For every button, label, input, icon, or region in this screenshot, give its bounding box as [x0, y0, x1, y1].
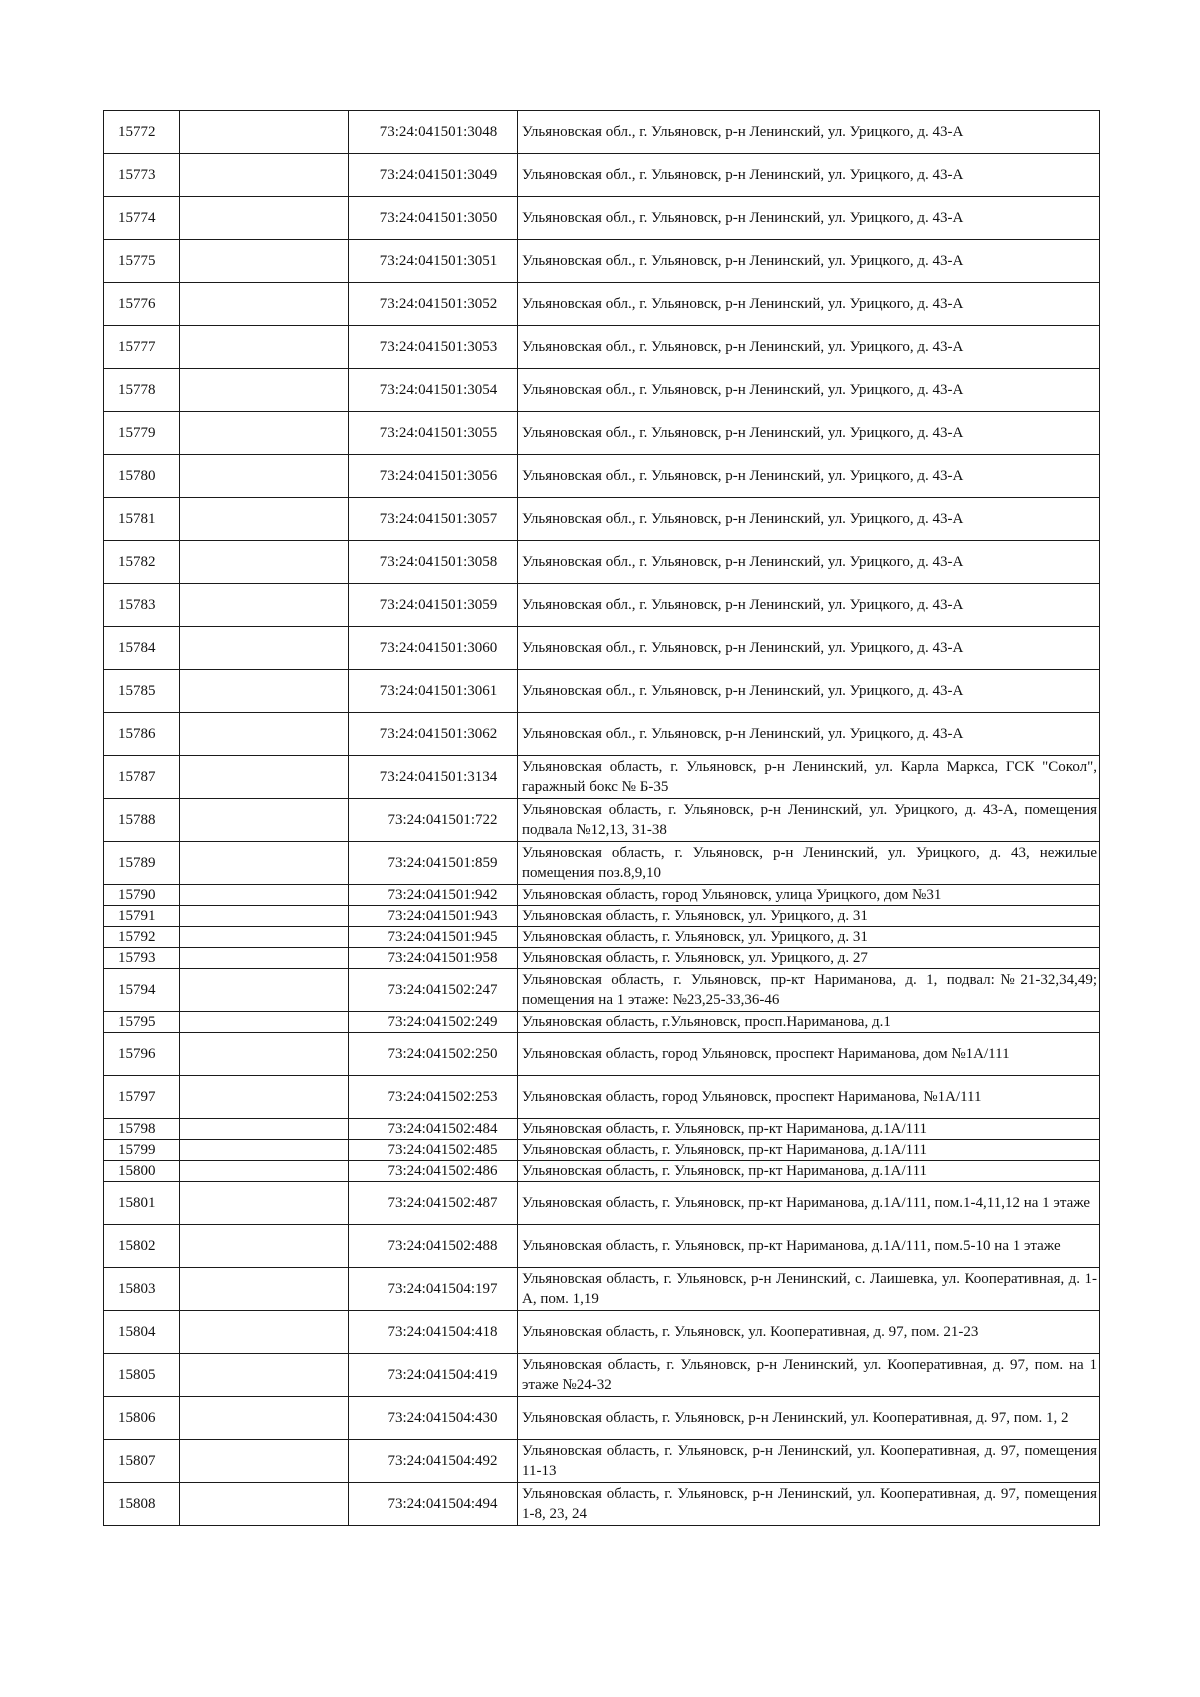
- object-name-cell: [180, 1225, 349, 1268]
- cadastral-number-cell: 73:24:041502:487: [349, 1182, 518, 1225]
- object-name-cell: [180, 1161, 349, 1182]
- row-number-cell: 15775: [104, 240, 180, 283]
- property-table-body: [104, 111, 1100, 1526]
- cadastral-number-cell: 73:24:041501:3055: [349, 412, 518, 455]
- row-number-cell: 15774: [104, 197, 180, 240]
- address-cell: Ульяновская область, г. Ульяновск, пр-кт Нариманова, д.1А/111, пом.1-4,11,12 на 1 этаже: [518, 1182, 1100, 1225]
- cadastral-number-cell: 73:24:041501:3059: [349, 584, 518, 627]
- row-number-cell: 15792: [104, 927, 180, 948]
- cadastral-number-cell: 73:24:041502:484: [349, 1119, 518, 1140]
- address-cell: Ульяновская обл., г. Ульяновск, р-н Ленинский, ул. Урицкого, д. 43-А: [518, 627, 1100, 670]
- address-cell: Ульяновская обл., г. Ульяновск, р-н Ленинский, ул. Урицкого, д. 43-А: [518, 584, 1100, 627]
- object-name-cell: [180, 1483, 349, 1526]
- cadastral-number-cell: 73:24:041502:250: [349, 1033, 518, 1076]
- table-row: [104, 1119, 1100, 1140]
- cadastral-number-cell: 73:24:041504:197: [349, 1268, 518, 1311]
- object-name-cell: [180, 670, 349, 713]
- table-row: [104, 1440, 1100, 1483]
- object-name-cell: [180, 1268, 349, 1311]
- row-number-cell: 15798: [104, 1119, 180, 1140]
- row-number-cell: 15786: [104, 713, 180, 756]
- object-name-cell: [180, 197, 349, 240]
- row-number-cell: 15795: [104, 1012, 180, 1033]
- cadastral-number-cell: 73:24:041502:488: [349, 1225, 518, 1268]
- row-number-cell: 15778: [104, 369, 180, 412]
- object-name-cell: [180, 1311, 349, 1354]
- object-name-cell: [180, 584, 349, 627]
- table-row: [104, 969, 1100, 1012]
- cadastral-number-cell: 73:24:041501:3061: [349, 670, 518, 713]
- object-name-cell: [180, 1354, 349, 1397]
- object-name-cell: [180, 1119, 349, 1140]
- table-row: [104, 541, 1100, 584]
- table-row: [104, 756, 1100, 799]
- cadastral-number-cell: 73:24:041501:942: [349, 885, 518, 906]
- object-name-cell: [180, 111, 349, 154]
- address-cell: Ульяновская область, г. Ульяновск, ул. Урицкого, д. 31: [518, 927, 1100, 948]
- address-cell: Ульяновская область, г. Ульяновск, ул. Урицкого, д. 27: [518, 948, 1100, 969]
- row-number-cell: 15779: [104, 412, 180, 455]
- address-cell: Ульяновская обл., г. Ульяновск, р-н Ленинский, ул. Урицкого, д. 43-А: [518, 541, 1100, 584]
- cadastral-number-cell: 73:24:041501:3049: [349, 154, 518, 197]
- cadastral-number-cell: 73:24:041501:3054: [349, 369, 518, 412]
- object-name-cell: [180, 240, 349, 283]
- object-name-cell: [180, 885, 349, 906]
- table-row: [104, 842, 1100, 885]
- table-row: [104, 906, 1100, 927]
- cadastral-number-cell: 73:24:041501:3052: [349, 283, 518, 326]
- row-number-cell: 15788: [104, 799, 180, 842]
- object-name-cell: [180, 1012, 349, 1033]
- address-cell: Ульяновская обл., г. Ульяновск, р-н Ленинский, ул. Урицкого, д. 43-А: [518, 369, 1100, 412]
- cadastral-number-cell: 73:24:041501:859: [349, 842, 518, 885]
- table-row: [104, 1311, 1100, 1354]
- object-name-cell: [180, 412, 349, 455]
- table-row: [104, 498, 1100, 541]
- row-number-cell: 15799: [104, 1140, 180, 1161]
- row-number-cell: 15804: [104, 1311, 180, 1354]
- cadastral-number-cell: 73:24:041502:253: [349, 1076, 518, 1119]
- row-number-cell: 15780: [104, 455, 180, 498]
- cadastral-number-cell: 73:24:041501:722: [349, 799, 518, 842]
- address-cell: Ульяновская обл., г. Ульяновск, р-н Ленинский, ул. Урицкого, д. 43-А: [518, 498, 1100, 541]
- object-name-cell: [180, 799, 349, 842]
- table-row: [104, 1140, 1100, 1161]
- table-row: [104, 326, 1100, 369]
- object-name-cell: [180, 1076, 349, 1119]
- address-cell: Ульяновская область, г. Ульяновск, р-н Ленинский, ул. Кооперативная, д. 97, помещения 11-13: [518, 1440, 1100, 1483]
- object-name-cell: [180, 713, 349, 756]
- table-row: [104, 111, 1100, 154]
- row-number-cell: 15789: [104, 842, 180, 885]
- row-number-cell: 15802: [104, 1225, 180, 1268]
- cadastral-number-cell: 73:24:041501:3060: [349, 627, 518, 670]
- cadastral-number-cell: 73:24:041501:3056: [349, 455, 518, 498]
- table-row: [104, 799, 1100, 842]
- table-row: [104, 1268, 1100, 1311]
- address-cell: Ульяновская область, г. Ульяновск, р-н Ленинский, ул. Кооперативная, д. 97, помещения 1-8, 23, 24: [518, 1483, 1100, 1526]
- object-name-cell: [180, 627, 349, 670]
- object-name-cell: [180, 948, 349, 969]
- address-cell: Ульяновская область, город Ульяновск, проспект Нариманова, №1А/111: [518, 1076, 1100, 1119]
- address-cell: Ульяновская обл., г. Ульяновск, р-н Ленинский, ул. Урицкого, д. 43-А: [518, 670, 1100, 713]
- row-number-cell: 15806: [104, 1397, 180, 1440]
- address-cell: Ульяновская область, город Ульяновск, проспект Нариманова, дом №1А/111: [518, 1033, 1100, 1076]
- cadastral-number-cell: 73:24:041501:943: [349, 906, 518, 927]
- cadastral-number-cell: 73:24:041502:485: [349, 1140, 518, 1161]
- table-row: [104, 584, 1100, 627]
- object-name-cell: [180, 842, 349, 885]
- address-cell: Ульяновская область, г. Ульяновск, пр-кт Нариманова, д.1А/111: [518, 1140, 1100, 1161]
- object-name-cell: [180, 541, 349, 584]
- row-number-cell: 15797: [104, 1076, 180, 1119]
- object-name-cell: [180, 969, 349, 1012]
- document-page: [103, 110, 1099, 1526]
- row-number-cell: 15772: [104, 111, 180, 154]
- cadastral-number-cell: 73:24:041501:3048: [349, 111, 518, 154]
- address-cell: Ульяновская обл., г. Ульяновск, р-н Ленинский, ул. Урицкого, д. 43-А: [518, 455, 1100, 498]
- cadastral-number-cell: 73:24:041501:3062: [349, 713, 518, 756]
- address-cell: Ульяновская область, г. Ульяновск, пр-кт Нариманова, д. 1, подвал:№21-32,34,49; помещения на 1 этаже: №23,25-33,36-46: [518, 969, 1100, 1012]
- row-number-cell: 15805: [104, 1354, 180, 1397]
- table-row: [104, 1182, 1100, 1225]
- address-cell: Ульяновская обл., г. Ульяновск, р-н Ленинский, ул. Урицкого, д. 43-А: [518, 326, 1100, 369]
- table-row: [104, 670, 1100, 713]
- table-row: [104, 240, 1100, 283]
- row-number-cell: 15776: [104, 283, 180, 326]
- cadastral-number-cell: 73:24:041504:419: [349, 1354, 518, 1397]
- cadastral-number-cell: 73:24:041501:3057: [349, 498, 518, 541]
- address-cell: Ульяновская обл., г. Ульяновск, р-н Ленинский, ул. Урицкого, д. 43-А: [518, 412, 1100, 455]
- address-cell: Ульяновская обл., г. Ульяновск, р-н Ленинский, ул. Урицкого, д. 43-А: [518, 197, 1100, 240]
- address-cell: Ульяновская область, г. Ульяновск, ул. Урицкого, д. 31: [518, 906, 1100, 927]
- row-number-cell: 15790: [104, 885, 180, 906]
- row-number-cell: 15803: [104, 1268, 180, 1311]
- table-row: [104, 1354, 1100, 1397]
- table-row: [104, 412, 1100, 455]
- table-row: [104, 713, 1100, 756]
- cadastral-number-cell: 73:24:041504:418: [349, 1311, 518, 1354]
- row-number-cell: 15794: [104, 969, 180, 1012]
- row-number-cell: 15784: [104, 627, 180, 670]
- address-cell: Ульяновская область, г. Ульяновск, р-н Ленинский, ул. Кооперативная, д. 97, пом. на 1 этаже №24-32: [518, 1354, 1100, 1397]
- address-cell: Ульяновская обл., г. Ульяновск, р-н Ленинский, ул. Урицкого, д. 43-А: [518, 240, 1100, 283]
- table-row: [104, 1397, 1100, 1440]
- table-row: [104, 455, 1100, 498]
- address-cell: Ульяновская обл., г. Ульяновск, р-н Ленинский, ул. Урицкого, д. 43-А: [518, 283, 1100, 326]
- address-cell: Ульяновская область, г. Ульяновск, ул. Кооперативная, д. 97, пом. 21-23: [518, 1311, 1100, 1354]
- object-name-cell: [180, 1182, 349, 1225]
- table-row: [104, 627, 1100, 670]
- address-cell: Ульяновская обл., г. Ульяновск, р-н Ленинский, ул. Урицкого, д. 43-А: [518, 713, 1100, 756]
- row-number-cell: 15807: [104, 1440, 180, 1483]
- table-row: [104, 197, 1100, 240]
- object-name-cell: [180, 283, 349, 326]
- address-cell: Ульяновская область, г. Ульяновск, р-н Ленинский, ул. Урицкого, д. 43, нежилые помещения поз.8,9,10: [518, 842, 1100, 885]
- object-name-cell: [180, 369, 349, 412]
- address-cell: Ульяновская обл., г. Ульяновск, р-н Ленинский, ул. Урицкого, д. 43-А: [518, 154, 1100, 197]
- cadastral-number-cell: 73:24:041501:945: [349, 927, 518, 948]
- row-number-cell: 15773: [104, 154, 180, 197]
- cadastral-number-cell: 73:24:041501:3050: [349, 197, 518, 240]
- cadastral-number-cell: 73:24:041502:249: [349, 1012, 518, 1033]
- table-row: [104, 1076, 1100, 1119]
- address-cell: Ульяновская область, г. Ульяновск, р-н Ленинский, ул. Карла Маркса, ГСК "Сокол", гаражный бокс № Б-35: [518, 756, 1100, 799]
- cadastral-number-cell: 73:24:041502:486: [349, 1161, 518, 1182]
- cadastral-number-cell: 73:24:041504:492: [349, 1440, 518, 1483]
- object-name-cell: [180, 906, 349, 927]
- table-row: [104, 927, 1100, 948]
- object-name-cell: [180, 326, 349, 369]
- cadastral-number-cell: 73:24:041501:3053: [349, 326, 518, 369]
- cadastral-number-cell: 73:24:041501:3134: [349, 756, 518, 799]
- object-name-cell: [180, 455, 349, 498]
- object-name-cell: [180, 756, 349, 799]
- row-number-cell: 15800: [104, 1161, 180, 1182]
- table-row: [104, 283, 1100, 326]
- cadastral-number-cell: 73:24:041504:430: [349, 1397, 518, 1440]
- row-number-cell: 15777: [104, 326, 180, 369]
- object-name-cell: [180, 1140, 349, 1161]
- row-number-cell: 15782: [104, 541, 180, 584]
- address-cell: Ульяновская область, г. Ульяновск, р-н Ленинский, ул. Урицкого, д. 43-А, помещения подвала №12,13, 31-38: [518, 799, 1100, 842]
- address-cell: Ульяновская область, г. Ульяновск, р-н Ленинский, ул. Кооперативная, д. 97, пом. 1, 2: [518, 1397, 1100, 1440]
- object-name-cell: [180, 1397, 349, 1440]
- object-name-cell: [180, 1440, 349, 1483]
- table-row: [104, 885, 1100, 906]
- table-row: [104, 1161, 1100, 1182]
- address-cell: Ульяновская область, город Ульяновск, улица Урицкого, дом №31: [518, 885, 1100, 906]
- table-row: [104, 1012, 1100, 1033]
- table-row: [104, 948, 1100, 969]
- cadastral-number-cell: 73:24:041502:247: [349, 969, 518, 1012]
- cadastral-number-cell: 73:24:041501:3051: [349, 240, 518, 283]
- address-cell: Ульяновская обл., г. Ульяновск, р-н Ленинский, ул. Урицкого, д. 43-А: [518, 111, 1100, 154]
- table-row: [104, 369, 1100, 412]
- address-cell: Ульяновская область, г.Ульяновск, просп.Нариманова, д.1: [518, 1012, 1100, 1033]
- row-number-cell: 15791: [104, 906, 180, 927]
- object-name-cell: [180, 1033, 349, 1076]
- row-number-cell: 15796: [104, 1033, 180, 1076]
- address-cell: Ульяновская область, г. Ульяновск, пр-кт Нариманова, д.1А/111, пом.5-10 на 1 этаже: [518, 1225, 1100, 1268]
- row-number-cell: 15785: [104, 670, 180, 713]
- row-number-cell: 15793: [104, 948, 180, 969]
- address-cell: Ульяновская область, г. Ульяновск, пр-кт Нариманова, д.1А/111: [518, 1161, 1100, 1182]
- table-row: [104, 1483, 1100, 1526]
- property-table: [103, 110, 1100, 1526]
- table-row: [104, 154, 1100, 197]
- address-cell: Ульяновская область, г. Ульяновск, р-н Ленинский, с. Лаишевка, ул. Кооперативная, д. 1-А, пом. 1,19: [518, 1268, 1100, 1311]
- cadastral-number-cell: 73:24:041501:958: [349, 948, 518, 969]
- row-number-cell: 15783: [104, 584, 180, 627]
- object-name-cell: [180, 927, 349, 948]
- table-row: [104, 1225, 1100, 1268]
- table-row: [104, 1033, 1100, 1076]
- row-number-cell: 15787: [104, 756, 180, 799]
- cadastral-number-cell: 73:24:041501:3058: [349, 541, 518, 584]
- address-cell: Ульяновская область, г. Ульяновск, пр-кт Нариманова, д.1А/111: [518, 1119, 1100, 1140]
- object-name-cell: [180, 154, 349, 197]
- cadastral-number-cell: 73:24:041504:494: [349, 1483, 518, 1526]
- row-number-cell: 15808: [104, 1483, 180, 1526]
- object-name-cell: [180, 498, 349, 541]
- row-number-cell: 15801: [104, 1182, 180, 1225]
- row-number-cell: 15781: [104, 498, 180, 541]
